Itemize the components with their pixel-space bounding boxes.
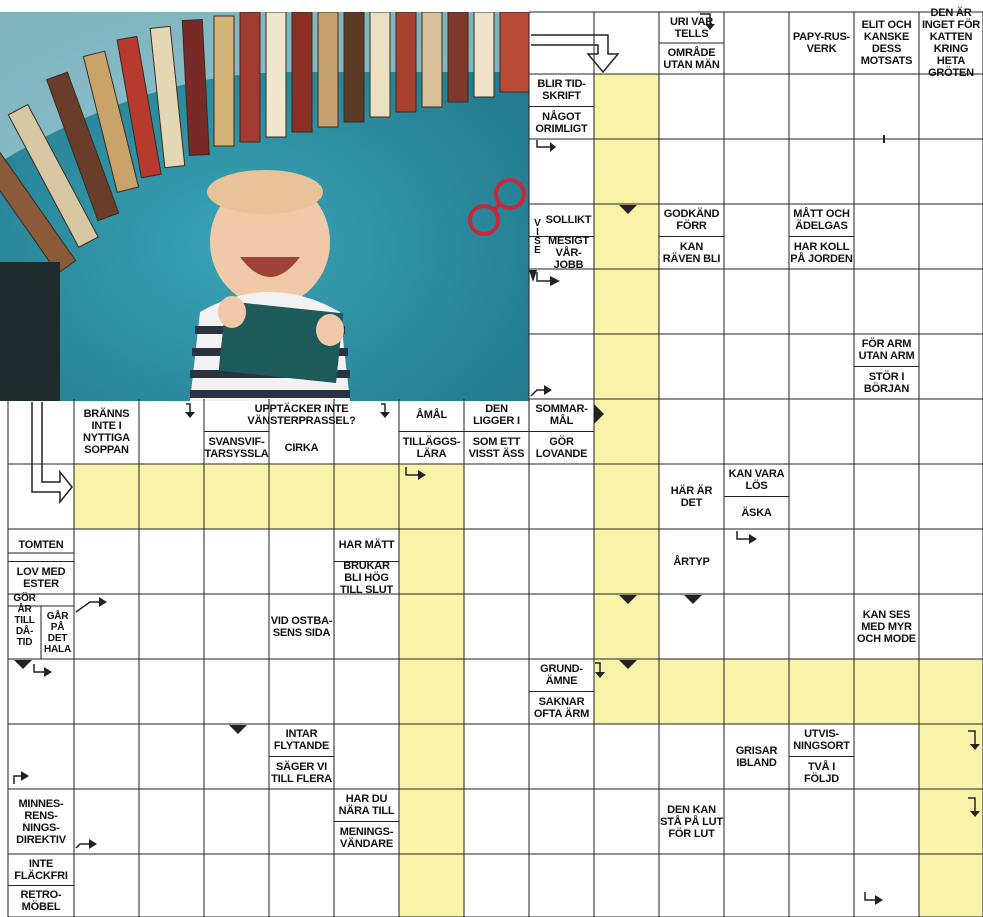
answer-cell[interactable] [724, 399, 789, 464]
answer-cell[interactable] [919, 529, 983, 594]
answer-cell[interactable] [594, 139, 659, 204]
answer-cell[interactable] [334, 659, 399, 724]
clue-c39: GRUND-ÄMNE [540, 663, 583, 688]
answer-cell[interactable] [594, 789, 659, 854]
answer-cell[interactable] [724, 594, 789, 659]
clue-c07: NÅGOT ORIMLIGT [535, 110, 588, 135]
clue-c36: GÅR PÅ DET HALA [44, 611, 71, 655]
clue-c41: INTAR FLYTANDE [273, 728, 330, 753]
answer-cell[interactable] [8, 464, 74, 529]
clue-c21: ÅMÅL [416, 409, 447, 422]
clue-c09: SOLLIKT [545, 214, 592, 227]
answer-cell[interactable] [659, 854, 724, 917]
clue-c02: OMRÅDE UTAN MÄN [663, 46, 720, 71]
answer-cell[interactable] [269, 529, 334, 594]
answer-cell[interactable] [334, 724, 399, 789]
clue-c40: SAKNAR OFTA ÄRM [533, 695, 590, 720]
answer-cell[interactable] [789, 399, 854, 464]
clue-c18: UPPTÄCKER INTE VÄNSTERPRASSEL? [247, 403, 356, 428]
answer-cell[interactable] [204, 594, 269, 659]
answer-cell[interactable] [659, 659, 724, 724]
clue-c04: ELIT OCH KANSKE DESS MOTSATS [860, 19, 913, 67]
clue-c29: ÄSKA [741, 506, 772, 519]
clue-c01: URI VAR TELLS [669, 15, 713, 40]
answer-cell[interactable] [789, 269, 854, 334]
answer-cell[interactable] [854, 139, 919, 204]
clue-c32: HAR MÄTT [338, 539, 395, 552]
clue-c15: FÖR ARM UTAN ARM [858, 338, 915, 363]
answer-cell[interactable] [919, 854, 983, 917]
answer-cell[interactable] [269, 464, 334, 529]
answer-cell[interactable] [464, 594, 529, 659]
answer-cell[interactable] [74, 724, 139, 789]
answer-cell[interactable] [139, 659, 204, 724]
answer-cell[interactable] [594, 854, 659, 917]
answer-cell[interactable] [399, 724, 464, 789]
answer-cell[interactable] [724, 854, 789, 917]
clue-c43: GRISAR IBLAND [735, 744, 778, 769]
answer-cell[interactable] [594, 529, 659, 594]
answer-cell[interactable] [269, 854, 334, 917]
answer-cell[interactable] [919, 659, 983, 724]
answer-cell[interactable] [919, 204, 983, 269]
clue-c12: KAN RÄVEN BLI [662, 240, 721, 265]
clue-c28: KAN VARA LÖS [728, 468, 785, 493]
answer-cell[interactable] [724, 529, 789, 594]
clue-c37: VID OSTBA-SENS SIDA [270, 614, 333, 639]
answer-cell[interactable] [399, 854, 464, 917]
answer-cell[interactable] [789, 464, 854, 529]
clue-c10: MESIGT VÅR-JOBB [548, 234, 589, 271]
answer-cell[interactable] [594, 464, 659, 529]
answer-cell[interactable] [74, 854, 139, 917]
answer-cell[interactable] [74, 594, 139, 659]
clue-c03: PAPY-RUS-VERK [792, 31, 851, 55]
answer-cell[interactable] [594, 269, 659, 334]
answer-cell[interactable] [789, 854, 854, 917]
answer-cell[interactable] [854, 854, 919, 917]
answer-cell[interactable] [529, 464, 594, 529]
clue-c23: DEN LIGGER I [473, 403, 520, 428]
clue-c22: TILLÄGGS-LÄRA [402, 435, 461, 460]
answer-cell[interactable] [594, 594, 659, 659]
answer-cell[interactable] [659, 724, 724, 789]
answer-cell[interactable] [529, 269, 594, 334]
clue-c49: DEN KAN STÅ PÅ LUT FÖR LUT [660, 803, 723, 840]
answer-cell[interactable] [594, 12, 659, 74]
clue-c35: GÖR ÅR TILL DÅ-TID [13, 592, 36, 648]
answer-cell[interactable] [919, 74, 983, 139]
clue-c51: RETRO-MÖBEL [20, 889, 62, 914]
answer-cell[interactable] [464, 724, 529, 789]
answer-cell[interactable] [139, 724, 204, 789]
clue-c17: BRÄNNS INTE I NYTTIGA SOPPAN [83, 407, 130, 456]
clue-c34: ÅRTYP [673, 555, 710, 568]
answer-cell[interactable] [789, 594, 854, 659]
answer-cell[interactable] [789, 74, 854, 139]
answer-cell[interactable] [919, 334, 983, 399]
answer-cell[interactable] [854, 789, 919, 854]
answer-cell[interactable] [8, 724, 74, 789]
answer-cell[interactable] [529, 724, 594, 789]
clue-c11: GODKÄND FÖRR [663, 208, 720, 233]
answer-cell[interactable] [854, 464, 919, 529]
answer-cell[interactable] [724, 789, 789, 854]
answer-cell[interactable] [529, 139, 594, 204]
answer-cell[interactable] [919, 269, 983, 334]
answer-cell[interactable] [334, 464, 399, 529]
answer-cell[interactable] [399, 594, 464, 659]
answer-cell[interactable] [919, 464, 983, 529]
answer-cell[interactable] [854, 204, 919, 269]
answer-cell[interactable] [334, 594, 399, 659]
answer-cell[interactable] [204, 789, 269, 854]
answer-cell[interactable] [74, 464, 139, 529]
answer-cell[interactable] [919, 594, 983, 659]
answer-cell[interactable] [854, 659, 919, 724]
answer-cell[interactable] [659, 399, 724, 464]
answer-cell[interactable] [789, 789, 854, 854]
answer-cell[interactable] [529, 529, 594, 594]
answer-cell[interactable] [854, 529, 919, 594]
answer-cell[interactable] [854, 724, 919, 789]
clue-c33: BRUKAR BLI HÖG TILL SLUT [340, 559, 393, 596]
answer-cell[interactable] [74, 529, 139, 594]
clue-c44: UTVIS-NINGSORT [793, 728, 850, 753]
answer-cell[interactable] [919, 399, 983, 464]
clue-c45: TVÅ I FÖLJD [803, 760, 840, 785]
answer-cell[interactable] [399, 529, 464, 594]
answer-cell[interactable] [399, 659, 464, 724]
answer-cell[interactable] [919, 789, 983, 854]
answer-cell[interactable] [854, 269, 919, 334]
answer-cell[interactable] [204, 464, 269, 529]
clue-c08: VISE [532, 218, 543, 254]
answer-cell[interactable] [919, 139, 983, 204]
clue-c26: GÖR LOVANDE [535, 435, 588, 460]
answer-cell[interactable] [139, 594, 204, 659]
clue-c50: INTE FLÄCKFRI [14, 857, 68, 882]
answer-cell[interactable] [789, 139, 854, 204]
clue-c38: KAN SES MED MYR OCH MODE [857, 608, 916, 645]
answer-cell[interactable] [659, 139, 724, 204]
answer-cell[interactable] [659, 594, 724, 659]
answer-cell[interactable] [724, 74, 789, 139]
answer-cell[interactable] [464, 464, 529, 529]
answer-cell[interactable] [139, 789, 204, 854]
answer-cell[interactable] [139, 854, 204, 917]
answer-cell[interactable] [464, 529, 529, 594]
answer-cell[interactable] [724, 659, 789, 724]
answer-cell[interactable] [659, 334, 724, 399]
clue-c06: BLIR TID-SKRIFT [537, 78, 586, 103]
answer-cell[interactable] [464, 789, 529, 854]
answer-cell[interactable] [659, 269, 724, 334]
answer-cell[interactable] [789, 529, 854, 594]
clue-c13: MÅTT OCH ÄDELGAS [793, 208, 850, 233]
answer-cell[interactable] [204, 659, 269, 724]
answer-cell[interactable] [919, 724, 983, 789]
answer-cell[interactable] [204, 724, 269, 789]
answer-cell[interactable] [854, 399, 919, 464]
answer-cell[interactable] [74, 659, 139, 724]
clue-c47: HAR DU NÄRA TILL [338, 793, 395, 818]
answer-cell[interactable] [789, 334, 854, 399]
answer-cell[interactable] [334, 854, 399, 917]
clue-c24: SOM ETT VISST ÄSS [468, 435, 525, 460]
answer-cell[interactable] [724, 204, 789, 269]
answer-cell[interactable] [724, 334, 789, 399]
answer-cell[interactable] [464, 854, 529, 917]
answer-cell[interactable] [789, 659, 854, 724]
answer-cell[interactable] [594, 659, 659, 724]
clue-c31: LOV MED ESTER [16, 565, 66, 590]
clue-c42: SÄGER VI TILL FLERA [271, 760, 332, 785]
answer-cell[interactable] [594, 204, 659, 269]
answer-cell[interactable] [724, 12, 789, 74]
clue-c14: HAR KOLL PÅ JORDEN [790, 240, 853, 265]
answer-cell[interactable] [139, 464, 204, 529]
clue-c46: MINNES-RENS-NINGS-DIREKTIV [16, 797, 66, 846]
clue-c05: DEN ÄR INGET FÖR KATTEN KRING HETA GRÖTEN [921, 7, 981, 79]
answer-cell[interactable] [464, 659, 529, 724]
answer-cell[interactable] [204, 854, 269, 917]
answer-cell[interactable] [269, 659, 334, 724]
answer-cell[interactable] [594, 399, 659, 464]
down-arrow-icon [185, 412, 195, 418]
clue-c19: SVANSVIF-TARSYSSLA [204, 435, 269, 460]
answer-cell[interactable] [399, 464, 464, 529]
clue-c25: SOMMAR-MÅL [535, 403, 588, 428]
answer-cell[interactable] [724, 269, 789, 334]
answer-cell[interactable] [594, 74, 659, 139]
clue-c27: HÄR ÄR DET [670, 484, 713, 509]
answer-cell[interactable] [529, 789, 594, 854]
answer-cell[interactable] [724, 139, 789, 204]
answer-cell[interactable] [594, 724, 659, 789]
answer-cell[interactable] [529, 594, 594, 659]
clue-c20: CIRKA [284, 441, 319, 454]
answer-cell[interactable] [139, 529, 204, 594]
answer-cell[interactable] [854, 74, 919, 139]
clue-c48: MENINGS-VÄNDARE [339, 825, 394, 850]
clue-c16: STÖR I BÖRJAN [863, 370, 910, 395]
clue-c30: TOMTEN [18, 539, 64, 552]
answer-cell[interactable] [74, 789, 139, 854]
answer-cell[interactable] [529, 334, 594, 399]
answer-cell[interactable] [594, 334, 659, 399]
answer-cell[interactable] [399, 789, 464, 854]
answer-cell[interactable] [8, 659, 74, 724]
answer-cell[interactable] [269, 789, 334, 854]
answer-cell[interactable] [659, 74, 724, 139]
answer-cell[interactable] [529, 854, 594, 917]
answer-cell[interactable] [204, 529, 269, 594]
answer-cell[interactable] [8, 399, 74, 464]
